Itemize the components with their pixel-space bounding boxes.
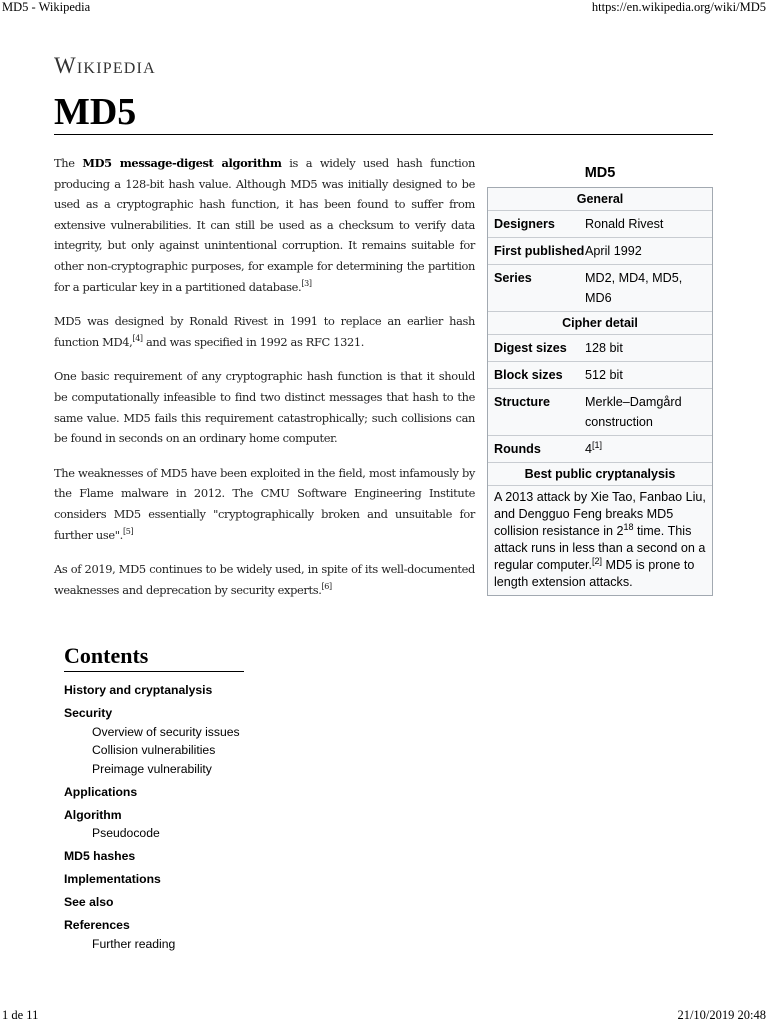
infobox-table (487, 187, 713, 596)
infobox-caption: MD5 (584, 165, 616, 181)
reference-link[interactable]: [1] (592, 439, 603, 450)
reference-link[interactable]: [2] (592, 555, 603, 566)
infobox-header-cryptanalysis: Best public cryptanalysis (488, 463, 712, 486)
paragraph-intro: The MD5 message-digest algorithm is a widely used hash function producing a 128-bit hash value. Although MD5 was initially designed to be used as a cryptographic hash function, it has been found to suffer from extensive vulnerabilities. It can still be used as a checksum to verify data integrity, but only against unintentional corruption. It remains suitable for other non-cryptographic purposes, for example for determining the partition for a particular key in a partitioned database.[3] (54, 156, 475, 294)
toc-subitem-preimage[interactable]: Preimage vulnerability (92, 761, 212, 776)
infobox-row-designers: Designers Ronald Rivest (488, 211, 712, 238)
title-divider (54, 134, 713, 135)
infobox-row-first-published: First published April 1992 (488, 238, 712, 265)
designers-link[interactable]: Ronald Rivest (585, 217, 664, 231)
toc-subitem-collision[interactable]: Collision vulnerabilities (92, 743, 216, 757)
infobox-header-general: General (488, 188, 712, 211)
print-datetime: 21/10/2019 20:48 (677, 1008, 766, 1022)
page-title: MD5 (54, 91, 137, 133)
print-footer (0, 1008, 768, 1024)
series-links[interactable]: MD2, MD4, MD5, MD6 (585, 271, 683, 305)
toc-subitem-further-reading[interactable]: Further reading (92, 936, 176, 951)
toc-item-references[interactable]: References (64, 918, 130, 932)
toc-item-implementations[interactable]: Implementations (64, 872, 161, 886)
toc-subitem-overview[interactable]: Overview of security issues (92, 724, 240, 739)
structure-link[interactable]: Merkle–Damgård construction (585, 395, 682, 429)
infobox-row-digest: Digest sizes 128 bit (488, 335, 712, 362)
paragraph-history: MD5 was designed by Ronald Rivest in 1991 to replace an earlier hash function MD4,[4] and was specified in 1992 as RFC 1321. (54, 314, 475, 349)
wikipedia-logo[interactable]: Wikipedia (54, 53, 156, 78)
print-url: https://en.wikipedia.org/wiki/MD5 (591, 0, 766, 14)
infobox-row-rounds: Rounds 4[1] (488, 436, 712, 463)
print-header (0, 0, 768, 16)
reference-link[interactable]: [4] (132, 333, 143, 343)
toc-title: Contents (64, 641, 244, 672)
toc-subitem-pseudocode[interactable]: Pseudocode (92, 826, 160, 840)
paragraph-requirement: One basic requirement of any cryptographic hash function is that it should be computationally infeasible to find two distinct messages that hash to the same value. MD5 fails this requirement catastrophically; such collisions can be found in seconds on an ordinary home computer. (54, 369, 475, 446)
toc-item-history[interactable]: History and cryptanalysis (64, 683, 213, 697)
infobox-row-series: Series MD2, MD4, MD5, MD6 (488, 265, 712, 312)
infobox-row-structure: Structure Merkle–Damgård construction (488, 389, 712, 436)
toc-list (64, 681, 324, 953)
paragraph-usage: As of 2019, MD5 continues to be widely used, in spite of its well-documented weaknesses and deprecation by security experts.[6] (54, 562, 475, 597)
toc-item-hashes[interactable]: MD5 hashes (64, 849, 136, 863)
toc-item-see-also[interactable]: See also (64, 895, 114, 909)
toc-item-security[interactable]: Security (64, 706, 113, 720)
toc-item-applications[interactable]: Applications (64, 784, 138, 799)
reference-link[interactable]: [5] (122, 526, 134, 536)
print-page-title: MD5 - Wikipedia (2, 0, 91, 14)
toc-item-algorithm[interactable]: Algorithm (64, 807, 122, 822)
infobox (487, 160, 713, 596)
infobox-row-block: Block sizes 512 bit (488, 362, 712, 389)
bold-term: MD5 message-digest algorithm (82, 156, 282, 170)
reference-link[interactable]: [3] (301, 278, 312, 288)
reference-link[interactable]: [6] (321, 581, 332, 591)
print-page-number: 1 de 11 (2, 1008, 39, 1022)
article-body (54, 153, 475, 614)
infobox-header-cipher: Cipher detail (488, 312, 712, 335)
paragraph-weaknesses: The weaknesses of MD5 have been exploited in the field, most infamously by the Flame malware in 2012. The CMU Software Engineering Institute considers MD5 essentially "cryptographically broken and unsuitable for further use".[5] (54, 465, 475, 542)
table-of-contents (64, 641, 324, 953)
cryptanalysis-text: A 2013 attack by Xie Tao, Fanbao Liu, and Dengguo Feng breaks MD5 collision resistance in $2^{18}$ time. This attack runs in less than a second on a regular computer.[2] MD5 is prone to length extension attacks. (494, 490, 706, 589)
